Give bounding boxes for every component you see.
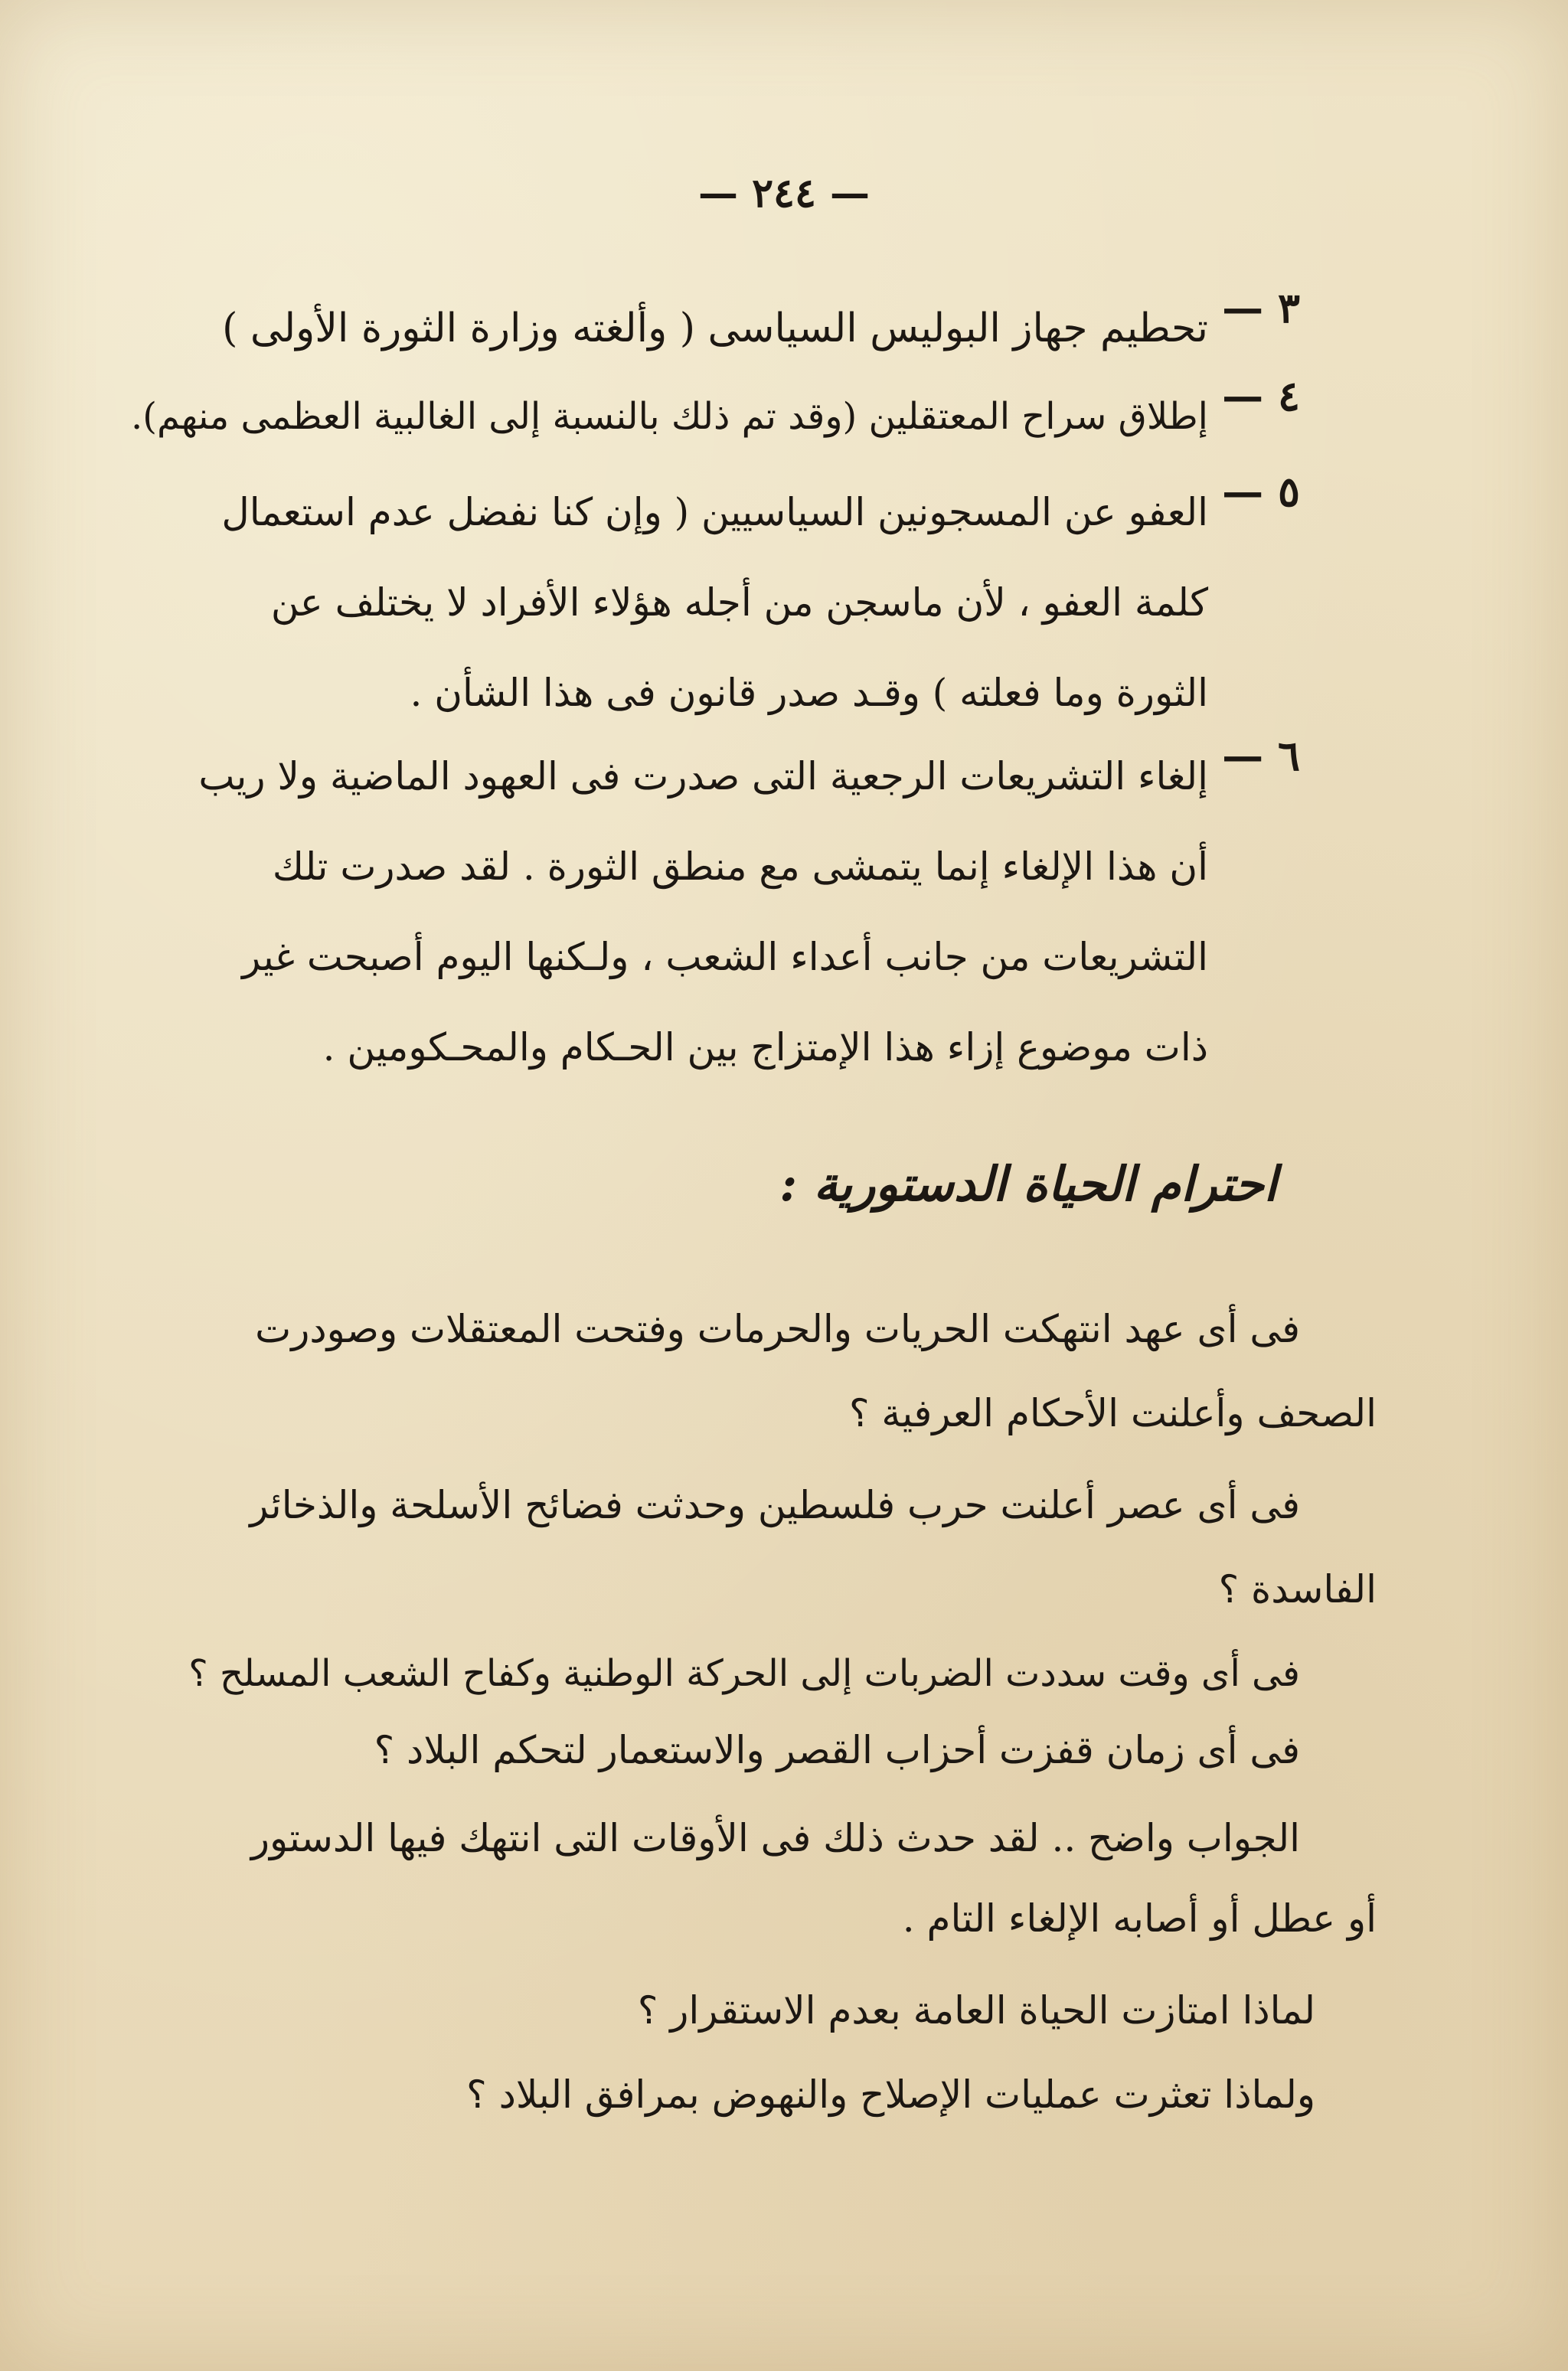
list-item-line: إلغاء التشريعات الرجعية التى صدرت فى العهود الماضية ولا ريب xyxy=(198,754,1208,798)
paragraph-line: لماذا امتازت الحياة العامة بعدم الاستقرار ؟ xyxy=(637,1988,1315,2033)
paragraph-line: فى أى عصر أعلنت حرب فلسطين وحدثت فضائح الأسلحة والذخائر xyxy=(250,1483,1300,1527)
list-item-line: التشريعات من جانب أعداء الشعب ، ولـكنها اليوم أصبحت غير xyxy=(242,935,1208,979)
list-item-number: ٦ — xyxy=(1222,731,1300,780)
paragraph-line: الفاسدة ؟ xyxy=(1218,1567,1377,1612)
list-item-line: الثورة وما فعلته ) وقـد صدر قانون فى هذا الشأن . xyxy=(410,671,1208,715)
list-item-line: إطلاق سراح المعتقلين (وقد تم ذلك بالنسبة إلى الغالبية العظمى منهم). xyxy=(130,395,1208,438)
list-item-number: ٣ — xyxy=(1222,283,1300,332)
list-item-line: تحطيم جهاز البوليس السياسى ( وألغته وزارة الثورة الأولى ) xyxy=(222,305,1208,351)
list-item-line: العفو عن المسجونين السياسيين ( وإن كنا نفضل عدم استعمال xyxy=(221,490,1208,534)
paragraph-line: فى أى زمان قفزت أحزاب القصر والاستعمار لتحكم البلاد ؟ xyxy=(374,1728,1300,1772)
list-item-line: ذات موضوع إزاء هذا الإمتزاج بين الحـكام والمحـكومين . xyxy=(322,1025,1208,1070)
list-item-line: كلمة العفو ، لأن ماسجن من أجله هؤلاء الأفراد لا يختلف عن xyxy=(270,580,1208,625)
paragraph-line: الجواب واضح .. لقد حدث ذلك فى الأوقات التى انتهك فيها الدستور xyxy=(250,1816,1300,1860)
paragraph-line: أو عطل أو أصابه الإلغاء التام . xyxy=(902,1896,1377,1941)
paragraph-line: فى أى وقت سددت الضربات إلى الحركة الوطنية وكفاح الشعب المسلح ؟ xyxy=(188,1652,1300,1695)
paragraph-line: الصحف وأعلنت الأحكام العرفية ؟ xyxy=(849,1391,1377,1435)
paragraph-line: فى أى عهد انتهكت الحريات والحرمات وفتحت المعتقلات وصودرت xyxy=(255,1307,1300,1351)
page-number: — ٢٤٤ — xyxy=(697,170,870,217)
section-heading: احترام الحياة الدستورية : xyxy=(779,1156,1277,1212)
list-item-number: ٥ — xyxy=(1222,467,1300,516)
list-item-line: أن هذا الإلغاء إنما يتمشى مع منطق الثورة . لقد صدرت تلك xyxy=(272,844,1208,889)
list-item-number: ٤ — xyxy=(1222,371,1300,420)
paragraph-line: ولماذا تعثرت عمليات الإصلاح والنهوض بمرافق البلاد ؟ xyxy=(466,2072,1315,2117)
